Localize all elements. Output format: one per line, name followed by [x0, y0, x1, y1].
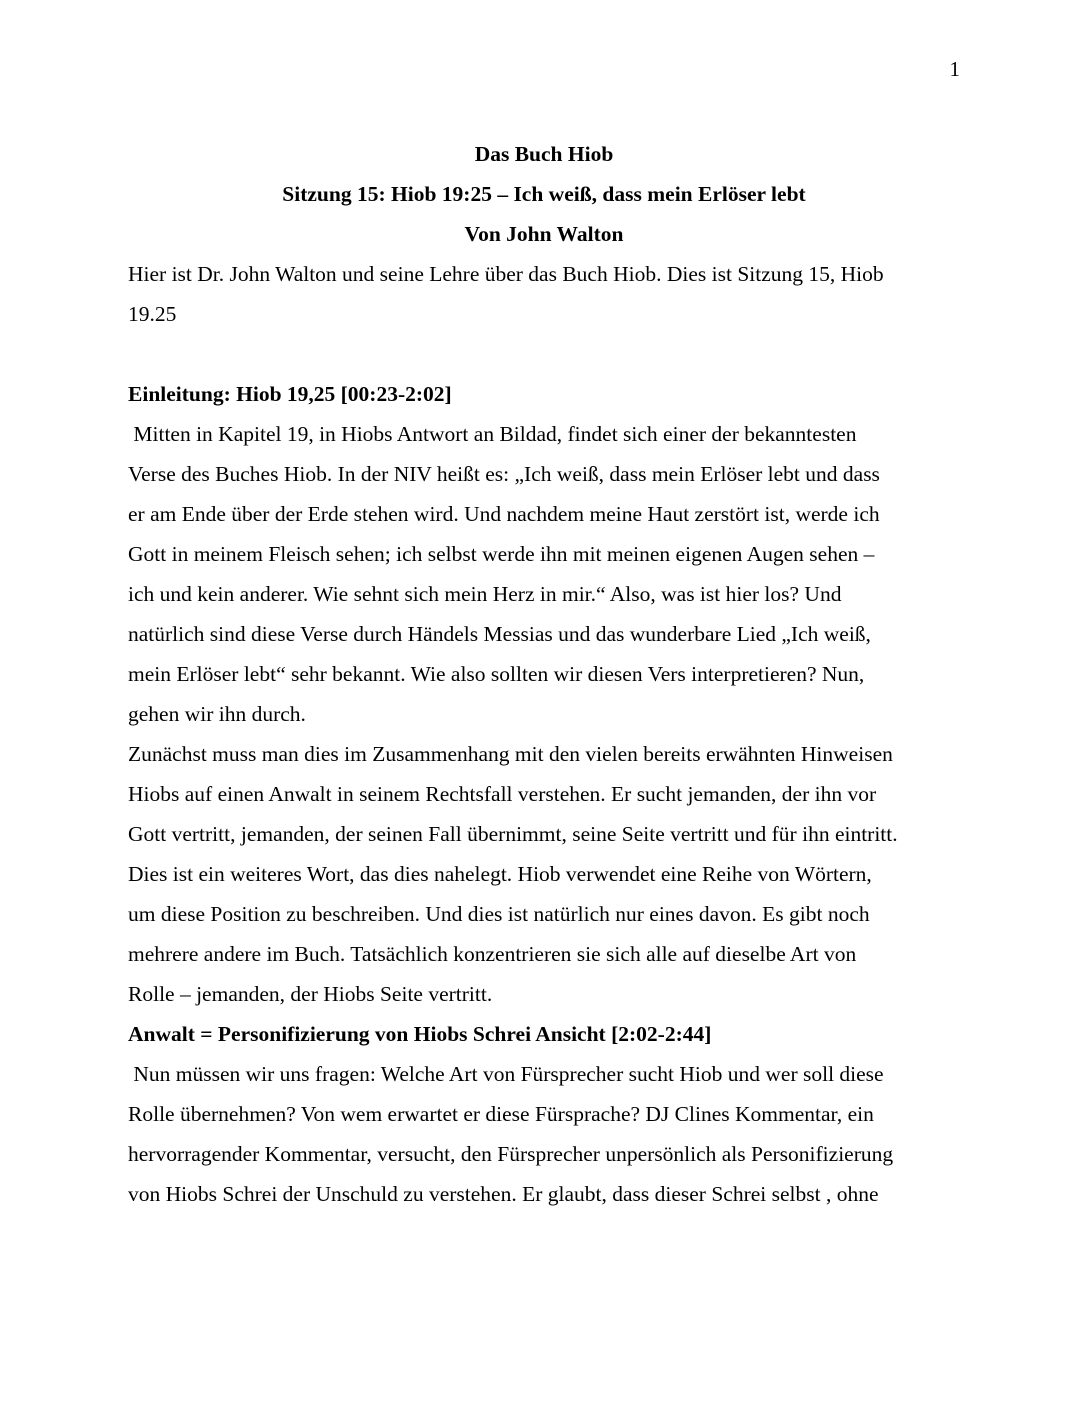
paragraph-line: mein Erlöser lebt“ sehr bekannt. Wie also sollten wir diesen Vers interpretieren? Nun, [128, 662, 865, 686]
paragraph-line: Verse des Buches Hiob. In der NIV heißt es: „Ich weiß, dass mein Erlöser lebt und dass [128, 462, 880, 486]
paragraph-line: Hier ist Dr. John Walton und seine Lehre über das Buch Hiob. Dies ist Sitzung 15, Hiob [128, 262, 884, 286]
paragraph-line: Rolle – jemanden, der Hiobs Seite vertritt. [128, 982, 493, 1006]
paragraph-line: 19.25 [128, 302, 177, 326]
paragraph-line: Mitten in Kapitel 19, in Hiobs Antwort an Bildad, findet sich einer der bekanntesten [128, 422, 857, 446]
paragraph-line: natürlich sind diese Verse durch Händels Messias und das wunderbare Lied „Ich weiß, [128, 622, 871, 646]
section-heading: Einleitung: Hiob 19,25 [00:23-2:02] [128, 382, 452, 406]
paragraph-line: hervorragender Kommentar, versucht, den Fürsprecher unpersönlich als Personifizierung [128, 1142, 894, 1166]
paragraph-line: gehen wir ihn durch. [128, 702, 306, 726]
blank-line [128, 334, 960, 374]
paragraph-line: Rolle übernehmen? Von wem erwartet er diese Fürsprache? DJ Clines Kommentar, ein [128, 1102, 874, 1126]
title-line: Sitzung 15: Hiob 19:25 – Ich weiß, dass mein Erlöser lebt [282, 182, 806, 206]
paragraph-line: Dies ist ein weiteres Wort, das dies nahelegt. Hiob verwendet eine Reihe von Wörtern, [128, 862, 872, 886]
paragraph-line: Gott vertritt, jemanden, der seinen Fall übernimmt, seine Seite vertritt und für ihn eintritt. [128, 822, 898, 846]
paragraph-line: ich und kein anderer. Wie sehnt sich mein Herz in mir.“ Also, was ist hier los? Und [128, 582, 842, 606]
paragraph-line: Nun müssen wir uns fragen: Welche Art von Fürsprecher sucht Hiob und wer soll diese [128, 1062, 884, 1086]
title-line: Von John Walton [464, 222, 624, 246]
document-body [128, 134, 960, 1214]
paragraph-line: von Hiobs Schrei der Unschuld zu verstehen. Er glaubt, dass dieser Schrei selbst , ohne [128, 1182, 879, 1206]
paragraph-line: er am Ende über der Erde stehen wird. Und nachdem meine Haut zerstört ist, werde ich [128, 502, 880, 526]
page-number: 1 [949, 57, 960, 81]
section-heading: Anwalt = Personifizierung von Hiobs Schrei Ansicht [2:02-2:44] [128, 1022, 712, 1046]
paragraph-line: mehrere andere im Buch. Tatsächlich konzentrieren sie sich alle auf dieselbe Art von [128, 942, 857, 966]
title-line: Das Buch Hiob [474, 142, 614, 166]
paragraph-line: um diese Position zu beschreiben. Und dies ist natürlich nur eines davon. Es gibt noch [128, 902, 870, 926]
paragraph-line: Gott in meinem Fleisch sehen; ich selbst werde ihn mit meinen eigenen Augen sehen – [128, 542, 875, 566]
paragraph-line: Zunächst muss man dies im Zusammenhang mit den vielen bereits erwähnten Hinweisen [128, 742, 893, 766]
paragraph-line: Hiobs auf einen Anwalt in seinem Rechtsfall verstehen. Er sucht jemanden, der ihn vor [128, 782, 877, 806]
